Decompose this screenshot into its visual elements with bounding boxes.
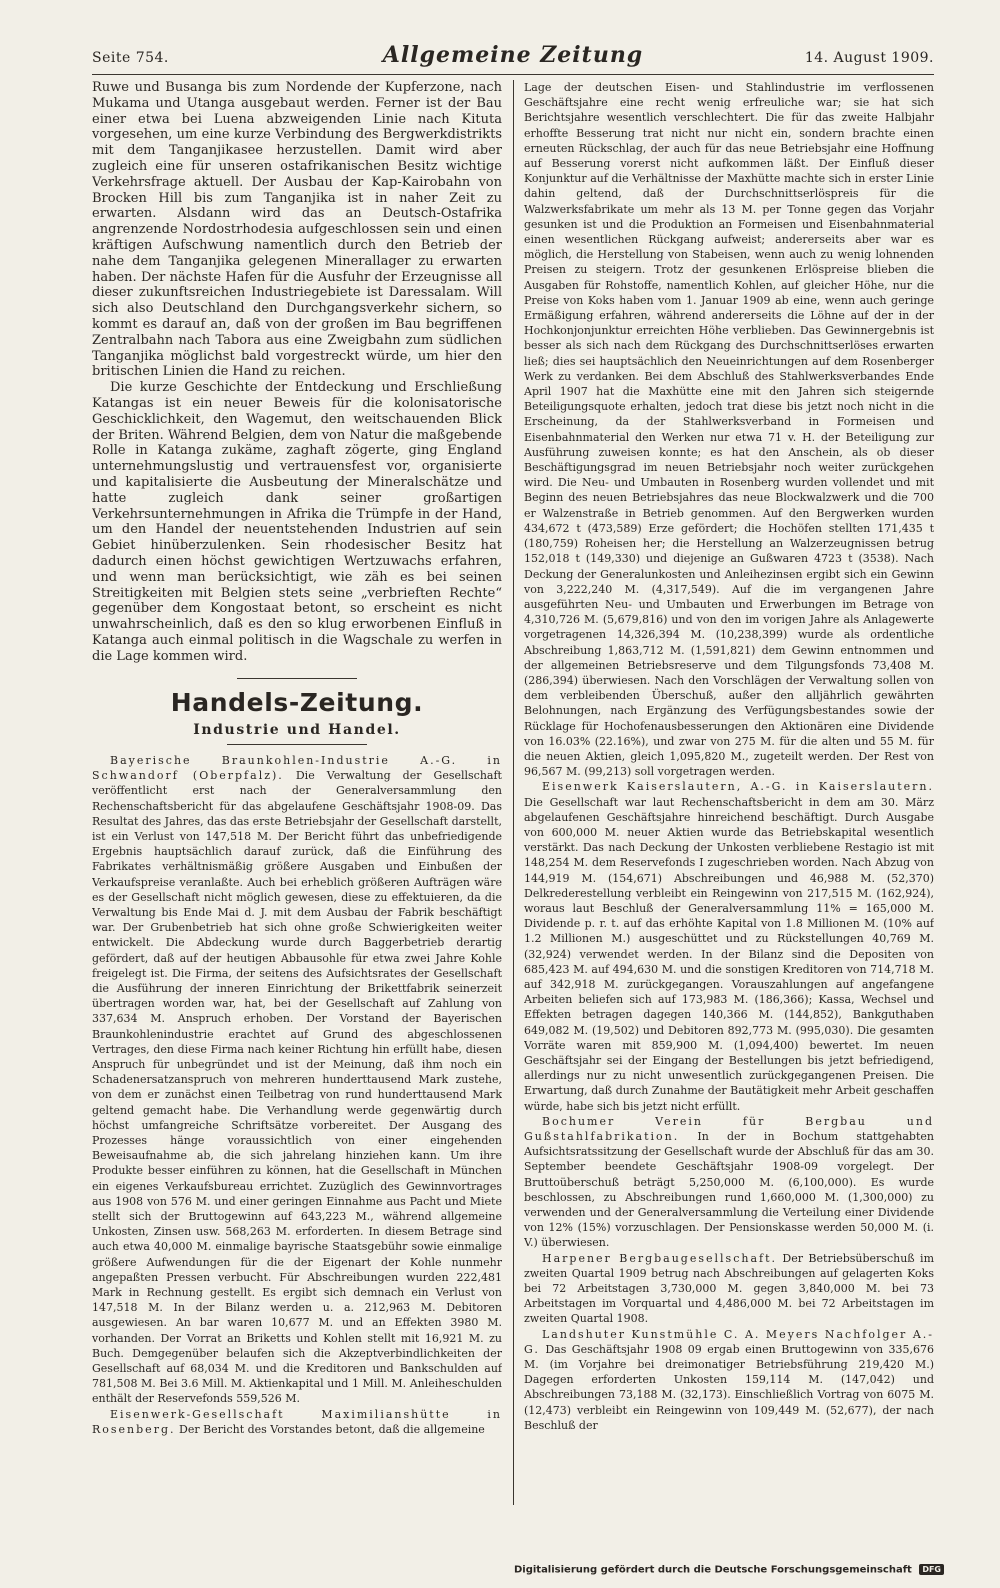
company-name: Landshuter Kunstmühle C. A. Meyers Nachfolger A.-G. [524,1327,934,1356]
credit-text: Digitalisierung gefördert durch die Deutsche Forschungsgemeinschaft [513,1564,912,1576]
company-report [524,1327,934,1433]
company-report [524,1251,934,1327]
company-report [92,753,502,1407]
company-name: Eisenwerk-Gesellschaft Maximilianshütte in Rosenberg. [92,1407,502,1436]
company-name: Bochumer Verein für Bergbau und Gußstahlfabrikation. [524,1114,934,1144]
company-report [92,1407,502,1437]
section-title: Handels-Zeitung. [170,688,424,718]
subsection-title: Industrie und Handel. [193,721,401,738]
header-rule [92,74,934,75]
digitization-credit [514,1564,944,1576]
company-name: Eisenwerk Kaiserslautern, A.-G. in Kaiserslautern. [542,780,934,794]
company-report [524,779,934,1113]
column-divider [513,80,514,1505]
section-rule [237,678,357,679]
report-text: Der Bericht des Vorstandes betont, daß die allgemeine [175,1422,485,1436]
company-report [524,1114,934,1251]
report-text: Das Geschäftsjahr 1908 09 ergab einen Bruttogewinn von 335,676 M. (im Vorjahre bei dreimonatiger Betriebsführung 219,420 M.) Dagegen erforderten Unkosten 159,114 M. (147,042) und Abschreibungen 73,188 M. (32,173). Einschließlich Vortrag von 6075 M. (12,473) verbleibt ein Reingewinn von 109,449 M. (52,677), der nach Beschluß der [524,1342,934,1432]
report-text: In der in Bochum stattgehabten Aufsichtsratssitzung der Gesellschaft wurde der Abschluß für das am 30. September beendete Geschäftsjahr 1908-09 vorgelegt. Der Bruttoüberschuß beträgt 5,250,000 M. (6,100,000). Es wurde beschlossen, zu Abschreibungen rund 1,660,000 M. (1,300,000) zu verwenden und der Generalversammlung die Verteilung einer Dividende von 12% (15%) vorzuschlagen. Der Pensionskasse werden 50,000 M. (i. V.) überwiesen. [524,1130,934,1250]
company-name: Bayerische Braunkohlen-Industrie A.-G. in Schwandorf (Oberpfalz). [92,753,502,783]
report-text: Lage der deutschen Eisen- und Stahlindustrie im verflossenen Geschäftsjahre eine recht wenig erfreuliche war; sie hat sich Berichtsjahre wesentlich verschlechtert. Die für das zweite Halbjahr erhoffte Besserung trat nicht nur nicht ein, sondern brachte einen erneuten Rückschlag, der auch für das neue Betriebsjahr eine Hoffnung auf Besserung vorerst nicht aufkommen läßt. Der Einfluß dieser Konjunktur auf die Verhältnisse der Maxhütte machte sich in erster Linie dahin geltend, daß der Durchschnittserlöspreis für die Walzwerksfabrikate um mehr als 13 M. per Tonne gegen das Vorjahr gesunken ist und die Produktion an Formeisen und Eisenbahnmaterial einen wesentlichen Rückgang aufweist; andererseits aber war es möglich, die Herstellung von Stabeisen, wenn auch zu wenig lohnenden Preisen zu steigern. Trotz der gesunkenen Erlöspreise blieben die Ausgaben für Rohstoffe, namentlich Kohlen, auf gleicher Höhe, nur die Preise von Koks haben vom 1. Januar 1909 ab eine, wenn auch geringe Ermäßigung erfahren, während andererseits die Löhne auf der in der Hochkonjonjunktur erreichten Höhe verblieben. Das Gewinnergebnis ist besser als sich nach dem Rückgang des Durchschnittserlöses erwarten ließ; dies sei hauptsächlich den Neueinrichtungen auf dem Rosenberger Werk zu verdanken. Bei dem Abschluß des Stahlwerksverbandes Ende April 1907 hat die Maxhütte eine mit den Jahren sich steigernde Beteiligungsquote erhalten, jedoch trat diese bis jetzt noch nicht in die Erscheinung, da der Stahlwerksverband in Formeisen und Eisenbahnmaterial den Werken nur etwa 71 v. H. der Beteiligung zur Ausführung zuweisen konnte; es hat den Anschein, als ob dieser Beschäftigungsgrad im neuen Betriebsjahr noch weiter zurückgehen wird. Die Neu- und Umbauten in Rosenberg wurden vollendet und mit Beginn des neuen Betriebsjahres das neue Blockwalzwerk und die 700 er Walzenstraße in Betrieb genommen. Auf den Bergwerken wurden 434,672 t (473,589) Erze gefördert; die Hochöfen stellten 171,435 t (180,759) Roheisen her; die Herstellung an Walzerzeugnissen betrug 152,018 t (149,330) und diejenige an Gußwaren 4723 t (3538). Nach Deckung der Generalunkosten und Anleihezinsen ergibt sich ein Gewinn von 3,222,240 M. (4,317,549). Auf die im vergangenen Jahre ausgeführten Neu- und Umbauten und Erwerbungen im Betrage von 4,310,726 M. (5,679,816) und von den im vorigen Jahre als Anlagewerte vorgetragenen 14,326,394 M. (10,238,399) wurde als ordentliche Abschreibung 1,863,712 M. (1,591,821) dem Gewinn entnommen und der allgemeinen Betriebsreserve und dem Tilgungsfonds 73,408 M. (286,394) überwiesen. Nach den Vorschlägen der Verwaltung sollen von dem verbleibenden Überschuß, außer den alljährlich gewährten Belohnungen, nach Ergänzung des Verfügungsbestandes sowie der Rücklage für Hochofenausbesserungen den Aktionären eine Dividende von 16.03% (22.16%), und zwar von 275 M. für die alten und 55 M. für die neuen Aktien, gleich 1,095,820 M., zugeteilt werden. Der Rest von 96,567 M. (99,213) soll vorgetragen werden. [524,81,934,779]
dfg-logo-icon: DFG [919,1564,944,1575]
company-report [524,80,934,779]
article-paragraph: Die kurze Geschichte der Entdeckung und Erschließung Katangas ist ein neuer Beweis für die kolonisatorische Geschicklichkeit, den Wagemut, den weitschauenden Blick der Briten. Während Belgien, dem von Natur die maßgebende Rolle in Katanga zukäme, zaghaft zögerte, ging England unternehmungslustig und vertrauensfest vor, organisierte und kapitalisierte die Ausbeutung der Mineralschätze und hatte zugleich dank seiner großartigen Verkehrsunternehmungen in Afrika die Trümpfe in der Hand, um den Handel der neuentstehenden Industrien auf sein Gebiet hinüberzulenken. Sein rhodesischer Besitz hat dadurch einen höchst gewichtigen Wertzuwachs erfahren, und wenn man berücksichtigt, wie zäh es bei seinen Streitigkeiten mit Belgien stets seine „verbrieften Rechte“ gegenüber dem Kongostaat betont, so erscheint es nicht unwahrscheinlich, daß es den so klug erworbenen Einfluß in Katanga auch einmal politisch in die Wagschale zu werfen in die Lage kommen wird. [92,380,502,664]
company-name: Harpener Bergbaugesellschaft. [542,1251,777,1265]
report-text: Die Gesellschaft war laut Rechenschaftsbericht in dem am 30. März abgelaufenen Geschäftsjahre hinreichend beschäftigt. Durch Ausgabe von 600,000 M. neuer Aktien wurde das Betriebskapital wesentlich verstärkt. Das nach Deckung der Unkosten verbliebene Restagio ist mit 148,254 M. dem Reservefonds I zugeschrieben worden. Nach Abzug von 144,919 M. (154,671) Abschreibungen und 46,988 M. (52,370) Delkrederestellung verbleibt ein Reingewinn von 217,515 M. (162,924), woraus laut Beschluß der Generalversammlung 11% = 165,000 M. Dividende p. r. t. auf das erhöhte Kapital von 1.8 Millionen M. (10% auf 1.2 Millionen M.) ausgeschüttet und zu Rückstellungen 40,769 M. (32,924) verwendet werden. In der Bilanz sind die Depositen von 685,423 M. auf 494,630 M. und die sonstigen Kreditoren von 714,718 M. auf 342,918 M. zurückgegangen. Vorauszahlungen auf angefangene Arbeiten beliefen sich auf 173,983 M. (186,366); Kassa, Wechsel und Effekten betragen dagegen 140,366 M. (144,852), Bankguthaben 649,082 M. (19,502) und Debitoren 892,773 M. (995,030). Die gesamten Vorräte waren mit 859,900 M. (1,094,400) bewertet. Im neuen Geschäftsjahr sei der Eingang der Bestellungen bis jetzt befriedigend, allerdings nur zu nicht unwesentlich zurückgegangenen Preisen. Die Erwartung, daß durch Zunahme der Bautätigkeit mehr Arbeit geschaffen würde, habe sich bis jetzt nicht erfüllt. [524,795,934,1113]
report-text: Die Verwaltung der Gesellschaft veröffentlicht erst nach der Generalversammlung den Rechenschaftsbericht für das abgelaufene Geschäftsjahr 1908-09. Das Resultat des Jahres, das das erste Betriebsjahr der Gesellschaft darstellt, ist ein Verlust von 147,518 M. Der Bericht führt das unbefriedigende Ergebnis hauptsächlich darauf zurück, daß die Einführung des Fabrikates verhältnismäßig größere Ausgaben und Einbußen der Verkaufspreise veranlaßte. Auch bei erheblich größeren Aufträgen wäre es der Gesellschaft nicht möglich gewesen, diese zu effektuieren, da die Verwaltung bis Ende Mai d. J. mit dem Ausbau der Fabrik beschäftigt war. Der Grubenbetrieb hat sich ohne große Schwierigkeiten weiter entwickelt. Die Abdeckung wurde durch Baggerbetrieb derartig gefördert, daß auf der heutigen Abbausohle für etwa zwei Jahre Kohle freigelegt ist. Die Firma, der seitens des Aufsichtsrates der Gesellschaft die Ausführung der inneren Einrichtung der Brikettfabrik seinerzeit übertragen worden war, hat, bei der Gesellschaft auf Zahlung von 337,634 M. Anspruch erhoben. Der Vorstand der Bayerischen Braunkohlenindustrie erachtet auf Grund des abgeschlossenen Vertrages, den diese Firma nach keiner Richtung hin erfüllt habe, diesen Anspruch für unbegründet und ist der Meinung, daß ihm noch ein Schadenersatzanspruch von mehreren hunderttausend Mark zustehe, von dem er zunächst einen Teilbetrag von rund hunderttausend Mark geltend gemacht habe. Die Verhandlung werde gegenwärtig durch höchst umfangreiche Schriftsätze vorbereitet. Der Ausgang des Prozesses hänge voraussichtlich von einer eingehenden Beweisaufnahme ab, die sich jahrelang hinziehen kann. Um ihre Produkte besser einführen zu können, hat die Gesellschaft in München ein eigenes Verkaufsbureau errichtet. Zuzüglich des Gewinnvortrages aus 1908 von 576 M. und einer geringen Einnahme aus Pacht und Miete stellt sich der Bruttogewinn auf 643,223 M., während allgemeine Unkosten, Zinsen usw. 568,263 M. erforderten. In diesem Betrage sind auch etwa 40,000 M. einmalige bayrische Staatsgebühr sowie einmalige größere Aufwendungen für die der Eigenart der Kohle nunmehr angepaßten Pressen verbucht. Für Abschreibungen wurden 222,481 Mark in Rechnung gestellt. Es ergibt sich demnach ein Verlust von 147,518 M. In der Bilanz werden u. a. 212,963 M. Debitoren ausgewiesen. An bar waren 10,677 M. und an Effekten 3980 M. vorhanden. Der Vorrat an Briketts und Kohlen stellt mit 16,921 M. zu Buch. Demgegenüber belaufen sich die Akzeptverbindlichkeiten der Gesellschaft auf 68,034 M. und die Kreditoren und Bankschulden auf 781,508 M. Bei 3.6 Mill. M. Aktienkapital und 1 Mill. M. Anleiheschulden enthält der Reservefonds 559,526 M. [92,769,502,1406]
issue-date: 14. August 1909. [804,50,934,66]
subsection-rule [227,744,367,745]
right-column [524,80,934,1505]
page-number: Seite 754. [92,50,169,66]
newspaper-title: Allgemeine Zeitung [382,42,644,68]
left-column [92,80,502,1505]
page-header [92,42,934,72]
report-text: Der Betriebsüberschuß im zweiten Quartal 1909 betrug nach Abschreibungen auf gelagerten Koks bei 72 Arbeitstagen 3,730,000 M. gegen 3,840,000 M. bei 73 Arbeitstagen im Vorquartal und 4,486,000 M. bei 72 Arbeitstagen im zweiten Quartal 1908. [524,1251,934,1326]
article-paragraph: Ruwe und Busanga bis zum Nordende der Kupferzone, nach Mukama und Utanga ausgebaut werden. Ferner ist der Bau einer etwa bei Luena abzweigenden Linie nach Kituta vorgesehen, um eine kurze Verbindung des Bergwerkdistrikts mit dem Tanganjikasee herzustellen. Damit wird aber zugleich eine für unseren ostafrikanischen Besitz wichtige Verkehrsfrage aktuell. Der Ausbau der Kap-Kairobahn von Brocken Hill bis zum Tanganjika ist in naher Zeit zu erwarten. Alsdann wird das an Deutsch-Ostafrika angrenzende Nordostrhodesia aufgeschlossen sein und einen kräftigen Aufschwung namentlich durch den Betrieb der nahe dem Tanganjika gelegenen Minerallager zu erwarten haben. Der nächste Hafen für die Ausfuhr der Erzeugnisse all dieser zukunftsreichen Industriegebiete ist Daressalam. Will sich also Deutschland den Durchgangsverkehr sichern, so kommt es darauf an, daß von der großen im Bau begriffenen Zentralbahn nach Tabora aus eine Zweigbahn zum südlichen Tanganjika möglichst bald vorgestreckt würde, um hier den britischen Linien die Hand zu reichen. [92,80,502,380]
